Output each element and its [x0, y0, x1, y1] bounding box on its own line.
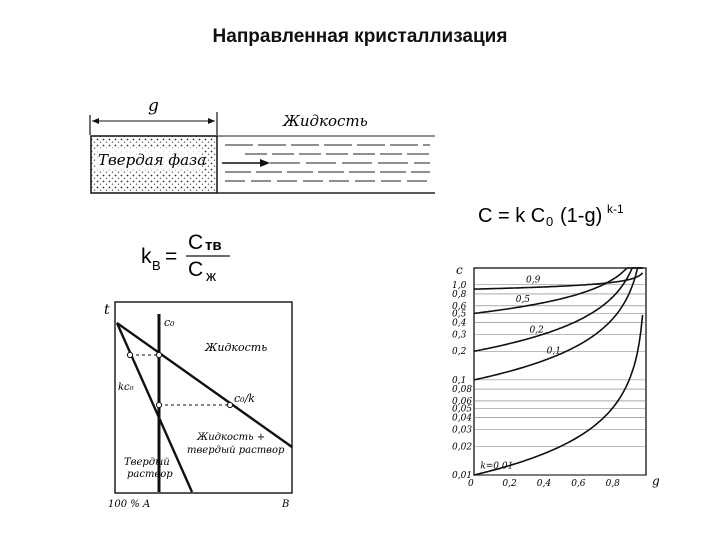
y-tick-label-13: 0,02 [452, 442, 473, 453]
k-symbol: k [141, 245, 152, 268]
x-tick-label-1: 0,2 [502, 479, 517, 489]
x-tick-label-0: 0 [468, 479, 474, 489]
kc0-label: kc₀ [118, 382, 134, 393]
chart-x-ticks [468, 479, 620, 489]
solid-phase-label: Твердая фаза [98, 151, 207, 169]
phase-diagram [104, 302, 292, 510]
y-tick-label-2: 0,6 [452, 301, 467, 312]
solid-label-line1: Твердый [124, 457, 170, 468]
g-arrow-left [92, 118, 99, 124]
c0k-label: c₀/k [234, 392, 255, 405]
axis-left-label: 100 % A [108, 499, 151, 510]
y-tick-label-3: 0,5 [452, 309, 467, 320]
formula-c [478, 202, 624, 229]
t-axis-label: t [104, 302, 110, 318]
point-c0-lower [156, 402, 161, 407]
point-c0-upper [156, 352, 161, 357]
series-line-4 [474, 315, 643, 475]
c-denominator-subscript: ж [206, 268, 217, 285]
g-label: g [148, 96, 159, 116]
point-c0k [227, 402, 232, 407]
series-label-4: k=0,01 [480, 461, 514, 472]
mix-label-line1: Жидкость + [197, 432, 266, 443]
x-tick-label-3: 0,6 [571, 479, 586, 489]
chart-series [474, 268, 643, 475]
c-numerator: C [188, 231, 204, 254]
front-arrow-head [260, 159, 270, 167]
c-numerator-subscript: тв [205, 237, 222, 254]
c0-label: c₀ [164, 316, 175, 329]
solid-label-line2: раствор [127, 469, 173, 480]
y-tick-label-0: 1,0 [452, 280, 467, 291]
y-tick-label-10: 0,05 [452, 404, 473, 415]
y-tick-label-11: 0,04 [452, 413, 473, 424]
x-tick-label-2: 0,4 [536, 479, 552, 489]
y-tick-label-7: 0,1 [452, 375, 467, 386]
vessel-diagram [90, 96, 435, 193]
axis-right-label: B [282, 499, 290, 510]
formula-k [141, 231, 230, 285]
k-equals: = [165, 245, 178, 268]
chart-y-ticks [452, 281, 472, 481]
y-tick-label-5: 0,3 [452, 330, 467, 341]
series-label-3: 0,1 [546, 346, 562, 357]
formula-c-sub0: 0 [546, 214, 554, 229]
chart-x-label: g [652, 474, 660, 488]
phase-liquid-label: Жидкость [205, 341, 268, 354]
k-subscript: В [152, 258, 161, 273]
y-tick-label-4: 0,4 [452, 318, 467, 329]
mix-label-line2: твердый раствор [187, 445, 285, 456]
y-tick-label-9: 0,06 [452, 396, 473, 407]
series-line-1 [474, 268, 643, 313]
y-tick-label-12: 0,03 [452, 425, 473, 436]
series-label-1: 0,5 [515, 295, 531, 306]
liquid-region [217, 136, 435, 193]
slide-title: Направленная кристаллизация [212, 26, 508, 47]
series-label-2: 0,2 [529, 325, 544, 336]
c-denominator: C [188, 258, 204, 281]
liquid-label: Жидкость [283, 112, 368, 130]
y-tick-label-14: 0,01 [452, 471, 473, 481]
formula-c-exponent: k-1 [607, 202, 624, 216]
y-tick-label-1: 0,8 [452, 289, 467, 300]
y-tick-label-8: 0,08 [452, 385, 473, 396]
x-tick-label-4: 0,8 [605, 479, 620, 489]
point-kc0 [127, 352, 132, 357]
chart-y-label: c [456, 263, 463, 277]
segregation-chart [452, 263, 660, 489]
g-arrow-right [208, 118, 215, 124]
series-line-0 [474, 273, 643, 289]
series-label-0: 0,9 [526, 275, 541, 286]
formula-c-lhs: C = k C [478, 205, 546, 227]
formula-c-rhs: (1-g) [560, 205, 603, 227]
y-tick-label-6: 0,2 [452, 347, 467, 358]
